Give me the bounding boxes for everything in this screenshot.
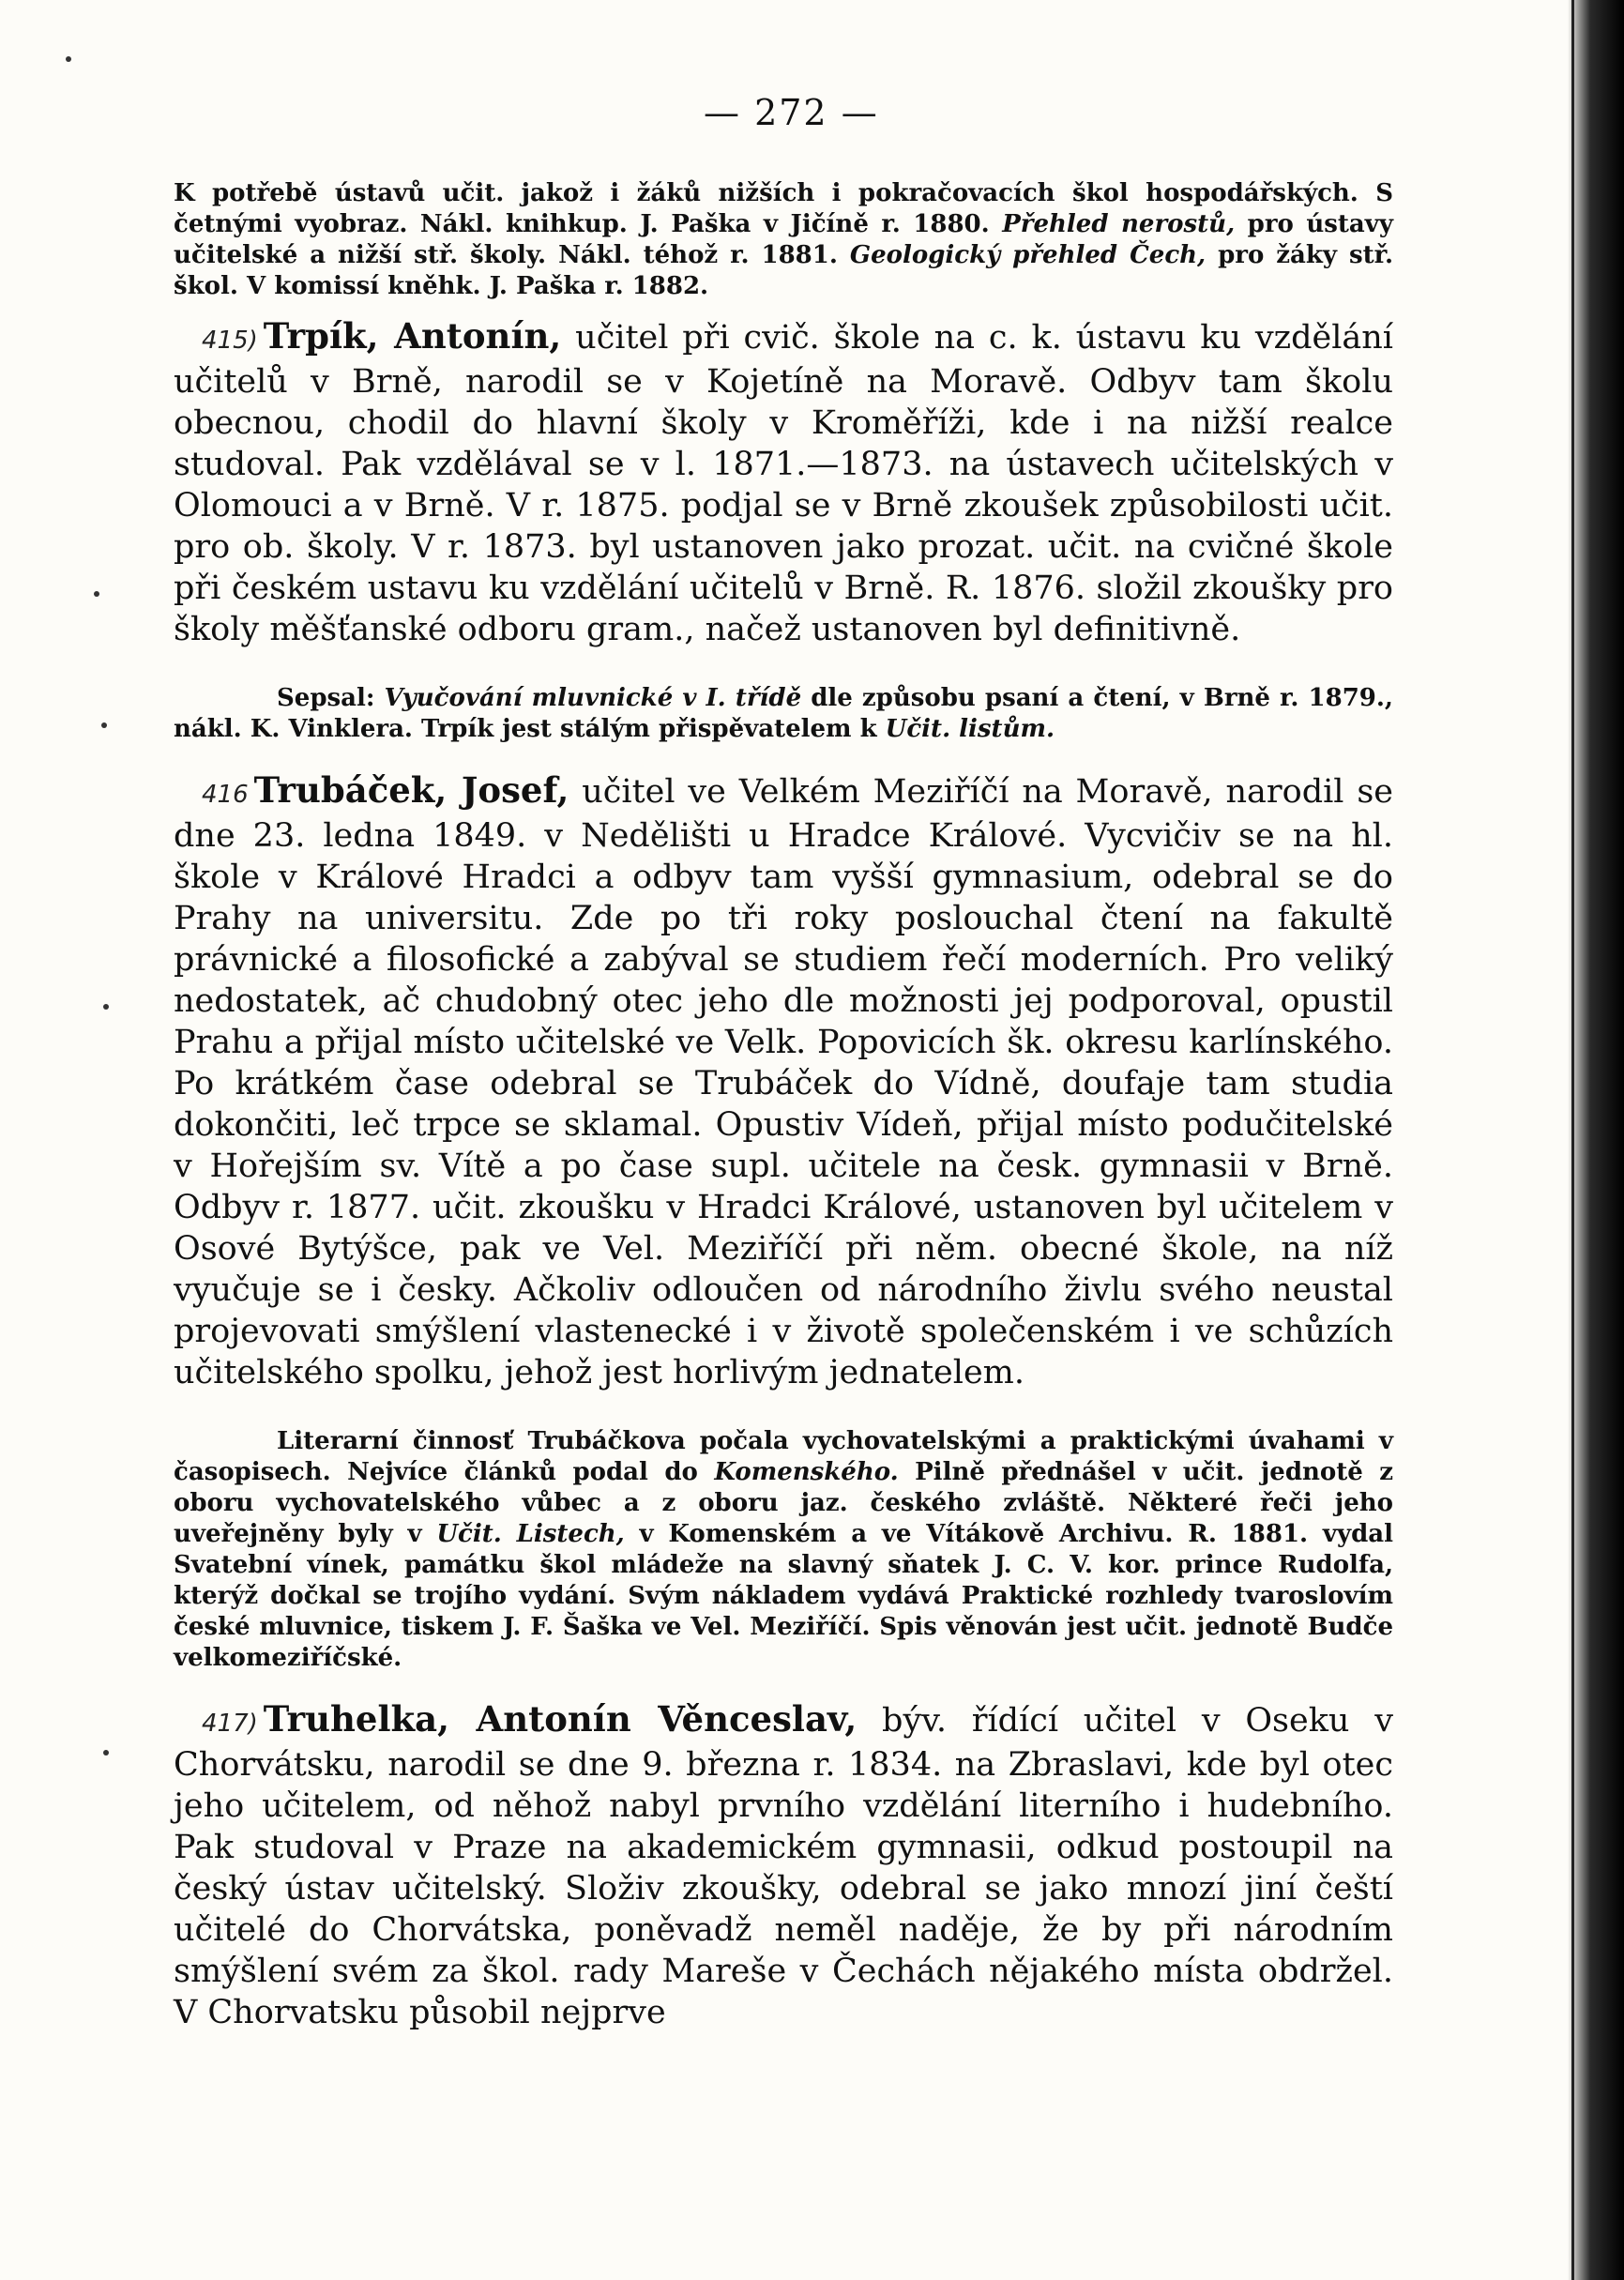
intro-text-a: K potřebě ústavů učit. jakož i žáků nižších i pokračovacích škol hospodářských. S četnými vyobraz. Nákl. knihkup. J. Paška v Jičíně r. 1880. xyxy=(174,179,1393,238)
speck xyxy=(103,1750,109,1756)
speck xyxy=(103,1004,109,1010)
entry-trubacek xyxy=(174,769,1393,1393)
intro-title-a: Přehled nerostů, xyxy=(1002,210,1236,238)
entry-name: Trpík, Antonín, xyxy=(263,315,562,357)
page-number: — 272 — xyxy=(704,92,879,133)
scan-line xyxy=(1571,0,1574,2280)
entry-note xyxy=(174,683,1393,745)
entry-number: 415) xyxy=(202,327,258,355)
note-title: Komenského. xyxy=(714,1458,899,1486)
entry-name: Trubáček, Josef, xyxy=(253,769,569,811)
speck xyxy=(94,591,99,597)
entry-body: učitel při cvič. škole na c. k. ústavu ku vzdělání učitelů v Brně, narodil se v Kojetíně na Moravě. Odbyv tam školu obecnou, chodil do hlavní školy v Kroměříži, kde i na nižší realce studoval. Pak vzdělával se v l. 1871.—1873. na ústavech učitelských v Olomouci a v Brně. V r. 1875. podjal se v Brně zkoušek způsobilosti učit. pro ob. školy. V r. 1873. byl ustanoven jako prozat. učit. na cvičné škole při českém ustavu ku vzdělání učitelů v Brně. R. 1876. složil zkoušky pro školy měšťanské odboru gram., načež ustanoven byl definitivně. xyxy=(174,319,1394,648)
entry-body: učitel ve Velkém Meziříčí na Moravě, narodil se dne 23. ledna 1849. v Nedělišti u Hradce Králové. Vycvičiv se na hl. škole v Králové Hradci a odbyv tam vyšší gymnasium, odebral se do Prahy na universitu. Zde po tři roky poslouchal čtení na fakultě právnické a filosofické a zabýval se studiem řečí moderních. Pro veliký nedostatek, ač chudobný otec jeho dle možnosti jej podporoval, opustil Prahu a přijal místo učitelské ve Velk. Popovicích šk. okresu karlínského. Po krátkém čase odebral se Trubáček do Vídně, doufaje tam studia dokončiti, leč trpce se sklamal. Opustiv Vídeň, přijal místo podučitelské v Hořejším sv. Vítě a po čase supl. učitele na česk. gymnasii v Brně. Odbyv r. 1877. učit. zkoušku v Hradci Králové, ustanoven byl učitelem v Osové Bytýšce, pak ve Vel. Meziříčí při něm. obecné škole, na níž vyučuje se i česky. Ačkoliv odloučen od národního živlu svého neustal projevovati smýšlení vlastenecké i v životě společenském i ve schůzích učitelského spolku, jehož jest horlivým jednatelem. xyxy=(174,773,1393,1391)
note-text: v Komenském a ve Vítákově Archivu. R. 1881. vydal Svatební vínek, památku škol mládeže na slavný sňatek J. C. V. kor. prince Rudolfa, kterýž dočkal se trojího vydání. Svým nákladem vydává Praktické rozhledy tvaroslovím české mluvnice, tiskem J. F. Šaška ve Vel. Meziříčí. Spis věnován jest učit. jednotě Budče velkomeziříčské. xyxy=(174,1520,1393,1672)
page-body xyxy=(174,178,1393,2066)
intro-paragraph xyxy=(174,178,1393,302)
note-title: Učit. listům. xyxy=(885,715,1055,743)
entry-name: Truhelka, Antonín Věnceslav, xyxy=(263,1698,858,1740)
scan-edge xyxy=(1568,0,1624,2280)
note-title: Vyučování mluvnické v I. třídě xyxy=(384,684,802,712)
note-text: Sepsal: xyxy=(277,684,385,712)
entry-body: býv. řídící učitel v Oseku v Chorvátsku, narodil se dne 9. března r. 1834. na Zbraslavi, kde byl otec jeho učitelem, od něhož nabyl prvního vzdělání literního i hudebního. Pak studoval v Praze na akademickém gymnasii, odkud postoupil na český ústav učitelský. Složiv zkoušky, odebral se jako mnozí jiní čeští učitelé do Chorvátska, poněvadž neměl naděje, že by při národním smýšlení svém za škol. rady Mareše v Čechách nějakého místa obdržel. V Chorvatsku působil nejprve xyxy=(174,1702,1393,2031)
note-text: Pilně přednášel v učit. jednotě z oboru vychovatelského vůbec a z oboru jaz. českého zvláště. Některé řeči jeho uveřejněny byly v xyxy=(174,1458,1394,1548)
intro-text-b: pro ústavy učitelské a nižší stř. školy. Nákl. téhož r. 1881. xyxy=(174,210,1393,269)
note-title: Učit. Listech, xyxy=(436,1520,625,1548)
note-text: Literarní činnosť Trubáčkova počala vychovatelskými a praktickými úvahami v časopisech. Nejvíce článků podal do xyxy=(174,1427,1393,1486)
entry-number: 416 xyxy=(202,781,249,809)
note-text: dle způsobu psaní a čtení, v Brně r. 1879., nákl. K. Vinklera. Trpík jest stálým přispěvatelem k xyxy=(174,684,1393,743)
entry-note xyxy=(174,1426,1393,1674)
entry-number: 417) xyxy=(202,1710,258,1738)
entry-truhelka xyxy=(174,1698,1393,2033)
entry-trpik xyxy=(174,315,1393,650)
speck xyxy=(101,722,107,728)
intro-title-b: Geologický přehled Čech, xyxy=(849,241,1207,269)
speck xyxy=(66,56,71,62)
intro-text-c: pro žáky stř. škol. V komissí kněhk. J. Paška r. 1882. xyxy=(174,241,1394,300)
